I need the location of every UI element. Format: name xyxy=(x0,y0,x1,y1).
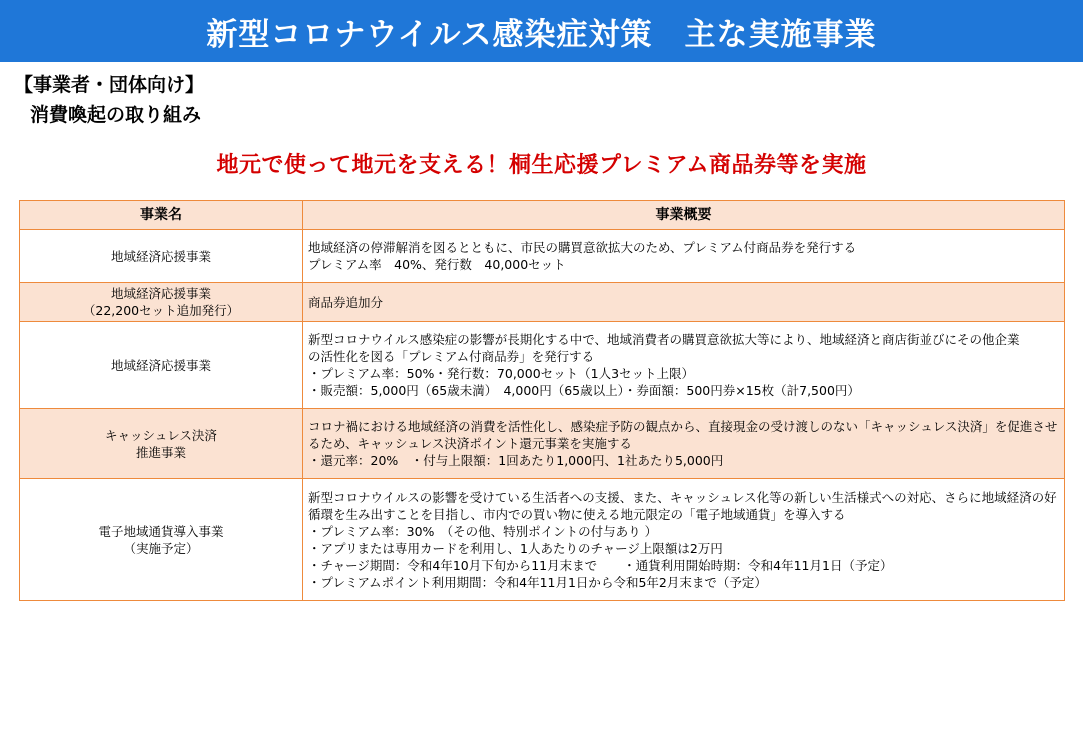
table-row xyxy=(20,322,1065,409)
project-name: 地域経済応援事業 xyxy=(110,248,211,264)
project-table xyxy=(19,200,1065,601)
summary-line: ・アプリまたは専用カードを利用し、1人あたりのチャージ上限額は2万円 xyxy=(308,540,723,556)
title-banner xyxy=(0,0,1083,62)
project-name-cell xyxy=(20,283,303,322)
summary-line: 地域経済の停滞解消を図るとともに、市民の購買意欲拡大のため、プレミアム付商品券を発行する xyxy=(308,240,857,255)
header-project-summary: 事業概要 xyxy=(303,201,1065,230)
project-name-note: （実施予定） xyxy=(123,540,199,556)
project-summary-cell xyxy=(303,283,1065,322)
table-row xyxy=(20,479,1065,601)
summary-line: ・プレミアムポイント利用期間：令和4年11月1日から令和5年2月末まで（予定） xyxy=(308,574,767,590)
project-summary-cell xyxy=(303,322,1065,409)
table-row xyxy=(20,409,1065,479)
summary-line: ・プレミアム率：30% （その他、特別ポイントの付与あり ） xyxy=(308,523,658,539)
summary-line: プレミアム率 40%、発行数 40,000セット xyxy=(308,257,566,272)
project-name: 地域経済応援事業 xyxy=(110,286,211,301)
table-row xyxy=(20,230,1065,283)
summary-line: 循環を生み出すことを目指し、市内での買い物に使える地元限定の「電子地域通貨」を導入する xyxy=(308,506,846,522)
summary-line: ・通貨利用開始時期：令和4年11月1日（予定） xyxy=(623,557,893,573)
summary-line: 新型コロナウイルス感染症の影響が長期化する中で、地域消費者の購買意欲拡大等により、地域経済と商店街並びにその他企業 xyxy=(308,332,1020,347)
summary-line: ・チャージ期間：令和4年10月下旬から11月末まで xyxy=(308,557,598,573)
subcategory-label: 消費喚起の取り組み xyxy=(30,104,202,126)
project-name-note: （22,200セット追加発行） xyxy=(82,303,240,318)
summary-line: ・プレミアム率：50%・発行数：70,000セット（1人3セット上限） xyxy=(308,366,695,381)
project-name: 地域経済応援事業 xyxy=(110,357,211,373)
project-name: 推進事業 xyxy=(135,444,186,460)
headline: 地元で使って地元を支える！桐生応援プレミアム商品券等を実施 xyxy=(216,153,867,178)
project-name-cell xyxy=(20,322,303,409)
summary-line-pair xyxy=(308,557,1059,574)
category-label: 【事業者・団体向け】 xyxy=(14,74,205,96)
summary-line: 新型コロナウイルスの影響を受けている生活者への支援、また、キャッシュレス化等の新しい生活様式への対応、さらに地域経済の好 xyxy=(308,489,1057,505)
table-header-row xyxy=(20,201,1065,230)
project-name: キャッシュレス決済 xyxy=(105,427,217,443)
project-name: 電子地域通貨導入事業 xyxy=(98,523,224,539)
project-name-cell xyxy=(20,479,303,601)
project-summary-cell xyxy=(303,409,1065,479)
project-name-cell xyxy=(20,230,303,283)
summary-line: ・販売額：5,000円（65歳未満） 4,000円（65歳以上）・券面額：500円券×15枚（計7,500円） xyxy=(308,383,860,398)
project-summary-cell xyxy=(303,230,1065,283)
summary-line: コロナ禍における地域経済の消費を活性化し、感染症予防の観点から、直接現金の受け渡しのない「キャッシュレス決済」を促進させ xyxy=(308,419,1058,434)
project-name-cell xyxy=(20,409,303,479)
summary-line: の活性化を図る「プレミアム付商品券」を発行する xyxy=(308,349,595,364)
summary-line: 商品券追加分 xyxy=(308,294,384,310)
header-project-name: 事業名 xyxy=(20,201,303,230)
table-row xyxy=(20,283,1065,322)
summary-line: るため、キャッシュレス決済ポイント還元事業を実施する xyxy=(308,436,632,451)
project-summary-cell xyxy=(303,479,1065,601)
page-title: 新型コロナウイルス感染症対策 主な実施事業 xyxy=(206,16,877,53)
summary-line: ・還元率：20% ・付与上限額：1回あたり1,000円、1社あたり5,000円 xyxy=(308,453,724,468)
